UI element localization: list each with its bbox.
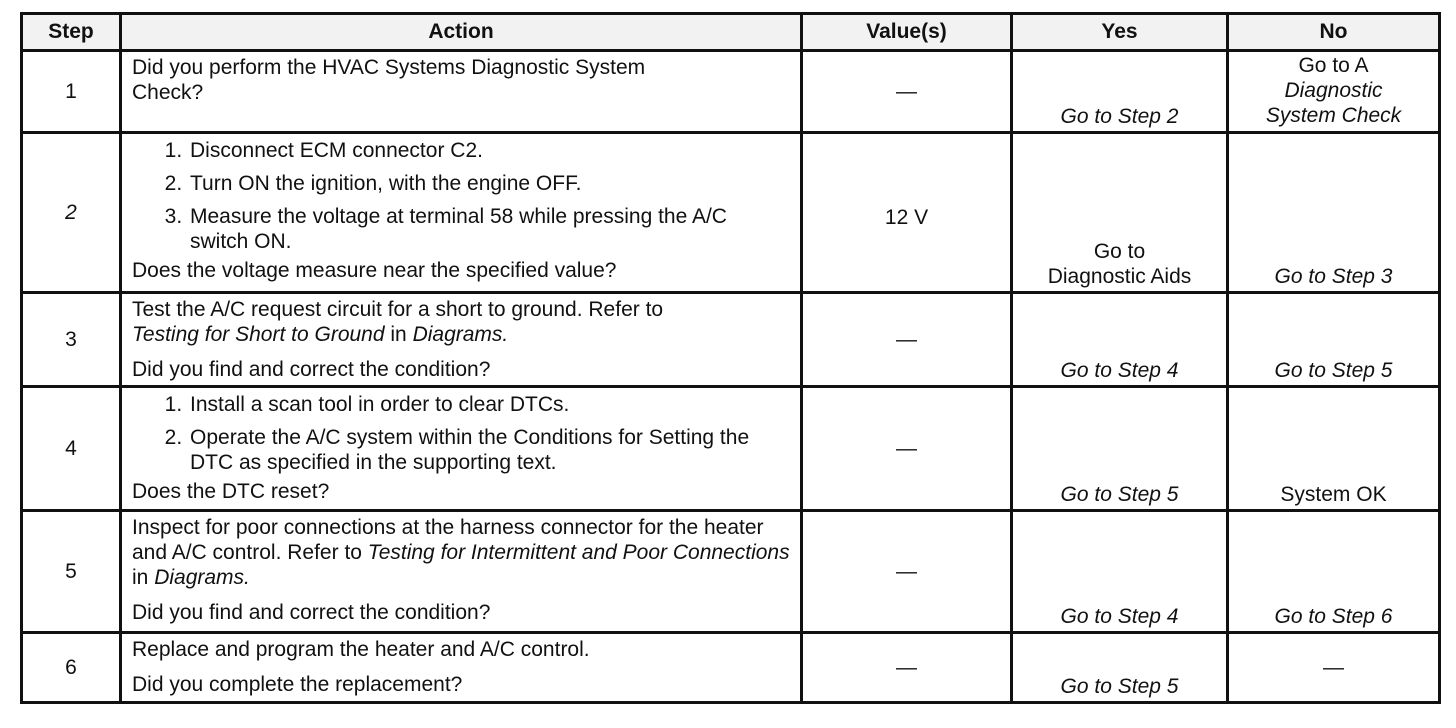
yes-cell: Go to Step 4 [1012,511,1228,633]
no-text-line3: System Check [1265,104,1402,127]
value-cell: — [802,511,1012,633]
action-instruction [132,512,792,590]
step-number: 3 [22,293,121,387]
action-cell [121,293,802,387]
step-number: 5 [22,511,121,633]
instruction-text: in [384,323,413,346]
step-number: 1 [22,51,121,133]
yes-cell: Go to Step 5 [1012,387,1228,511]
no-cell: Go to Step 6 [1228,511,1440,633]
yes-text-line2: Diagnostic Aids [1047,265,1192,288]
value-cell: — [802,293,1012,387]
instruction-text: in [132,566,155,589]
action-step: 1. Disconnect ECM connector C2. [188,138,790,163]
action-question: Did you find and correct the condition? [132,358,491,381]
header-step: Step [22,14,121,51]
action-cell [121,633,802,703]
action-step: 1. Install a scan tool in order to clear DTCs. [188,392,790,417]
action-steps [132,134,790,254]
action-cell [121,387,802,511]
no-cell: Go to Step 3 [1228,133,1440,293]
value-cell: — [802,51,1012,133]
diagnostic-table [20,12,1441,704]
no-text-line2: Diagnostic [1284,79,1383,102]
action-question: Does the DTC reset? [132,480,330,503]
value-cell: — [802,633,1012,703]
table-row [22,293,1440,387]
table-row [22,511,1440,633]
header-values: Value(s) [802,14,1012,51]
action-step: 2. Turn ON the ignition, with the engine OFF. [188,171,790,196]
action-step: 2. Operate the A/C system within the Conditions for Setting the DTC as specified in the supporting text. [188,425,750,475]
value-cell: — [802,387,1012,511]
value-cell: 12 V [802,133,1012,293]
action-cell [121,133,802,293]
action-question: Did you complete the replacement? [132,673,463,696]
action-cell [121,51,802,133]
reference-link-text: Diagrams. [154,566,250,589]
yes-cell: Go to Step 5 [1012,633,1228,703]
table-row [22,387,1440,511]
yes-text-line1: Go to [1093,240,1146,263]
reference-link-text: Diagrams. [412,323,509,346]
no-text-line1: Go to A [1298,54,1369,77]
no-cell: Go to Step 5 [1228,293,1440,387]
header-row [22,14,1440,51]
yes-cell: Go to Step 2 [1012,51,1228,133]
table-row [22,133,1440,293]
step-number: 4 [22,387,121,511]
no-cell [1228,51,1440,133]
yes-cell: Go to Step 4 [1012,293,1228,387]
table-row [22,633,1440,703]
reference-link-text: Testing for Short to Ground [132,323,385,346]
action-steps [132,388,790,475]
no-cell: — [1228,633,1440,703]
yes-cell [1012,133,1228,293]
action-question: Does the voltage measure near the specified value? [132,259,617,282]
instruction-text: Test the A/C request circuit for a short to ground. Refer to [132,298,664,321]
table-row [22,51,1440,133]
action-instruction: Replace and program the heater and A/C control. [132,638,590,661]
action-cell [121,511,802,633]
header-no: No [1228,14,1440,51]
no-cell: System OK [1228,387,1440,511]
step-number: 2 [22,133,121,293]
action-question: Did you perform the HVAC Systems Diagnostic System Check? [132,56,646,104]
action-instruction [132,294,790,347]
action-question: Did you find and correct the condition? [132,601,491,624]
instruction-text: Inspect for poor connections at the harness connector for the heater and A/C control. Refer to [132,516,764,564]
step-number: 6 [22,633,121,703]
header-yes: Yes [1012,14,1228,51]
header-action: Action [121,14,802,51]
action-step: 3. Measure the voltage at terminal 58 while pressing the A/C switch ON. [188,204,790,254]
reference-link-text: Testing for Intermittent and Poor Connections [367,541,790,564]
